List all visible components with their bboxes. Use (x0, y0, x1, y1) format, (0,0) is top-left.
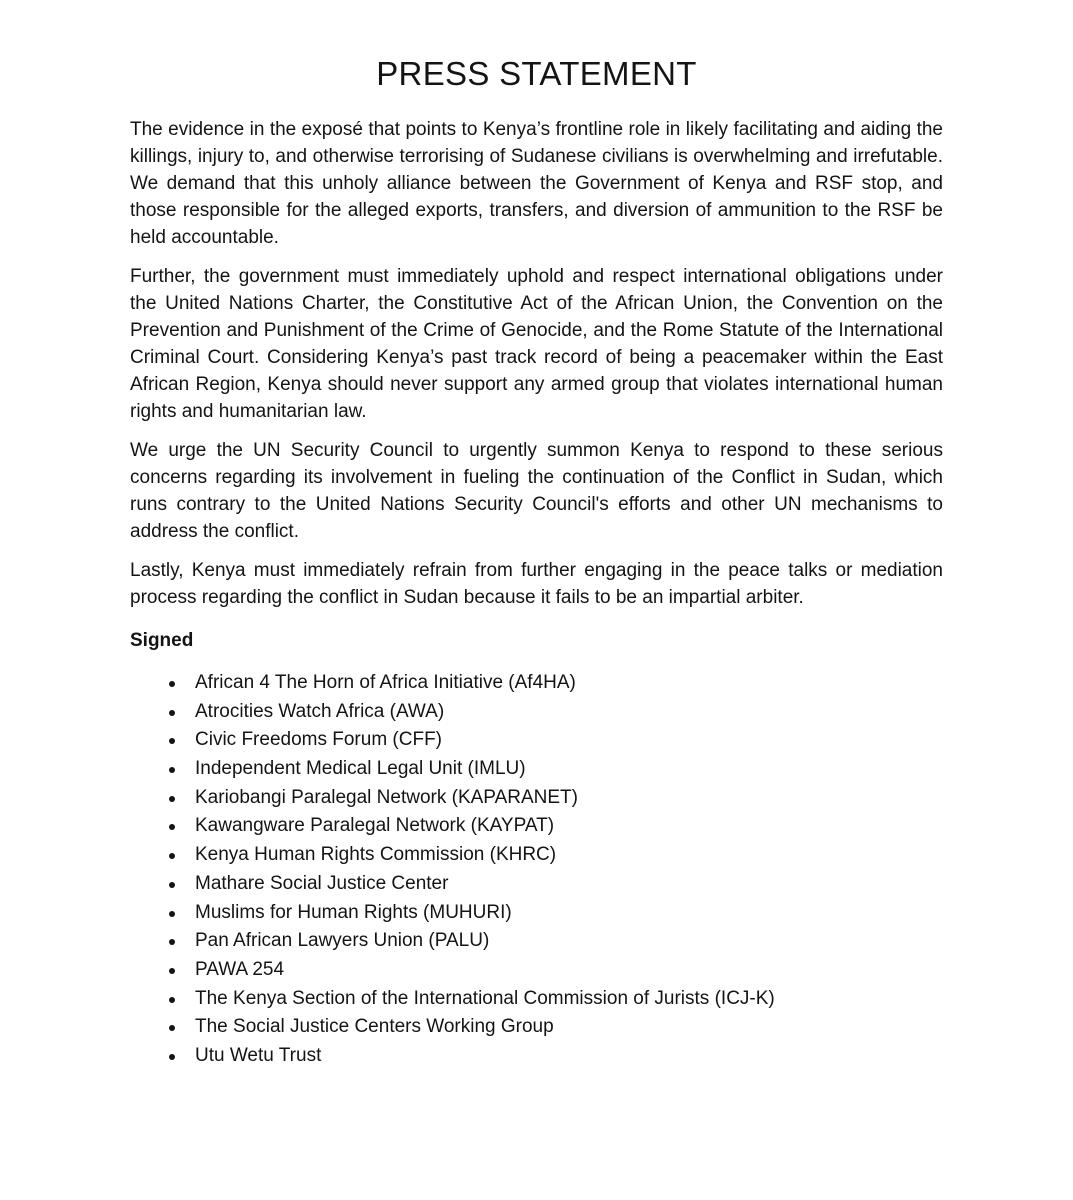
paragraph-2: Further, the government must immediately uphold and respect international obligations under the United Nations Charter, the Constitutive Act of the African Union, the Convention on the Prevention and Punishment of the Crime of Genocide, and the Rome Statute of the International Criminal Court. Considering Kenya’s past track record of being a peacemaker within the East African Region, Kenya should never support any armed group that violates international human rights and humanitarian law. (130, 266, 943, 422)
signatory-name: Civic Freedoms Forum (CFF) (195, 729, 443, 751)
bullet-icon (169, 882, 175, 888)
signatory-name: Kariobangi Paralegal Network (KAPARANET) (195, 786, 578, 808)
signatory-item (130, 1042, 943, 1071)
signatory-item (130, 1013, 943, 1042)
signatory-name: PAWA 254 (195, 958, 285, 980)
signatory-name: The Kenya Section of the International Commission of Jurists (ICJ-K) (195, 987, 775, 1009)
paragraph-1: The evidence in the exposé that points to Kenya’s frontline role in likely facilitating and aiding the killings, injury to, and otherwise terrorising of Sudanese civilians is overwhelming and irrefutable. We demand that this unholy alliance between the Government of Kenya and RSF stop, and those responsible for the alleged exports, transfers, and diversion of ammunition to the RSF be held accountable. (130, 119, 943, 248)
bullet-icon (169, 767, 175, 773)
signed-heading: Signed (130, 630, 194, 651)
signatory-item (130, 841, 943, 870)
bullet-icon (169, 1025, 175, 1031)
signatory-item (130, 956, 943, 985)
bullet-icon (169, 681, 175, 687)
signatory-name: Kawangware Paralegal Network (KAYPAT) (195, 815, 555, 837)
bullet-icon (169, 738, 175, 744)
signatory-name: Atrocities Watch Africa (AWA) (195, 700, 445, 722)
signatory-item (130, 698, 943, 727)
bullet-icon (169, 911, 175, 917)
signatory-item (130, 927, 943, 956)
signatory-item (130, 985, 943, 1014)
bullet-icon (169, 939, 175, 945)
signatory-item (130, 870, 943, 899)
page-title: PRESS STATEMENT (376, 55, 697, 92)
signatory-item (130, 784, 943, 813)
bullet-icon (169, 796, 175, 802)
signatory-name: Kenya Human Rights Commission (KHRC) (195, 844, 557, 866)
statement-body (130, 116, 943, 1071)
signatory-item (130, 899, 943, 928)
bullet-icon (169, 1054, 175, 1060)
signatory-name: African 4 The Horn of Africa Initiative (Af4HA) (195, 672, 576, 693)
signatory-name: Muslims for Human Rights (MUHURI) (195, 901, 512, 923)
signatory-name: Independent Medical Legal Unit (IMLU) (195, 758, 526, 780)
bullet-icon (169, 853, 175, 859)
bullet-icon (169, 710, 175, 716)
signatory-name: Utu Wetu Trust (195, 1044, 322, 1066)
signatories-list (130, 669, 943, 1071)
signatory-item (130, 755, 943, 784)
signatory-name: Pan African Lawyers Union (PALU) (195, 930, 490, 952)
signatory-name: Mathare Social Justice Center (195, 872, 449, 894)
signatory-item (130, 726, 943, 755)
signatory-name: The Social Justice Centers Working Group (195, 1016, 554, 1038)
bullet-icon (169, 997, 175, 1003)
signatory-item (130, 669, 943, 698)
paragraph-4: Lastly, Kenya must immediately refrain from further engaging in the peace talks or mediation process regarding the conflict in Sudan because it fails to be an impartial arbiter. (130, 560, 943, 608)
bullet-icon (169, 824, 175, 830)
paragraph-3: We urge the UN Security Council to urgently summon Kenya to respond to these serious concerns regarding its involvement in fueling the continuation of the Conflict in Sudan, which runs contrary to the United Nations Security Council's efforts and other UN mechanisms to address the conflict. (130, 440, 943, 542)
signatory-item (130, 812, 943, 841)
bullet-icon (169, 968, 175, 974)
